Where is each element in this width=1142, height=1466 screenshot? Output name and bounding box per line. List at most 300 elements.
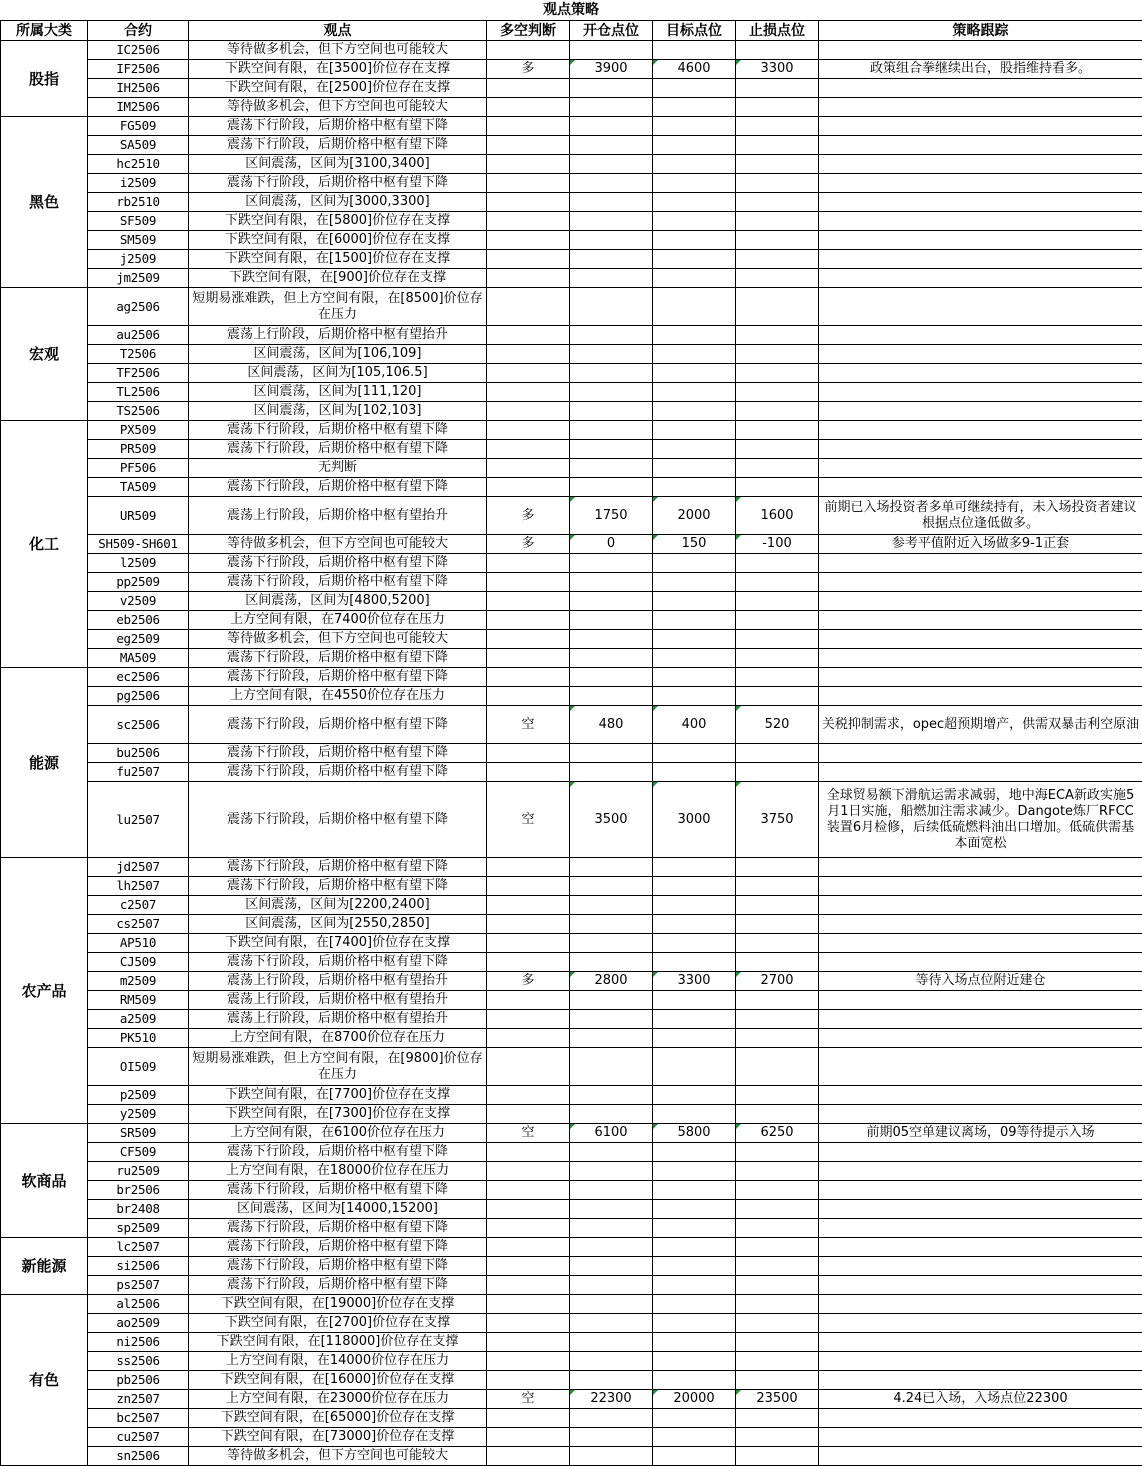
contract-cell[interactable]: eb2506 bbox=[88, 611, 189, 630]
tracking-cell[interactable] bbox=[819, 1352, 1142, 1371]
tracking-cell[interactable]: 前期05空单建议离场，09等待提示入场 bbox=[819, 1124, 1142, 1143]
open-price-cell[interactable] bbox=[570, 155, 653, 174]
tracking-cell[interactable] bbox=[819, 345, 1142, 364]
target-price-cell[interactable] bbox=[653, 212, 736, 231]
open-price-cell[interactable] bbox=[570, 402, 653, 421]
tracking-cell[interactable] bbox=[819, 744, 1142, 763]
tracking-cell[interactable] bbox=[819, 79, 1142, 98]
view-cell[interactable]: 震荡下行阶段，后期价格中枢有望下降 bbox=[189, 136, 487, 155]
view-cell[interactable]: 区间震荡，区间为[2550,2850] bbox=[189, 915, 487, 934]
view-cell[interactable]: 等待做多机会，但下方空间也可能较大 bbox=[189, 1447, 487, 1466]
tracking-cell[interactable] bbox=[819, 611, 1142, 630]
direction-cell[interactable] bbox=[487, 1371, 570, 1390]
stop-price-cell[interactable] bbox=[736, 1086, 819, 1105]
target-price-cell[interactable]: 2000 bbox=[653, 497, 736, 535]
stop-price-cell[interactable] bbox=[736, 345, 819, 364]
stop-price-cell[interactable] bbox=[736, 326, 819, 345]
contract-cell[interactable]: sc2506 bbox=[88, 706, 189, 744]
view-cell[interactable]: 下跌空间有限，在[65000]价位存在支撑 bbox=[189, 1409, 487, 1428]
category-cell[interactable]: 能源 bbox=[1, 668, 88, 858]
view-cell[interactable]: 上方空间有限，在23000价位存在压力 bbox=[189, 1390, 487, 1409]
stop-price-cell[interactable] bbox=[736, 573, 819, 592]
target-price-cell[interactable] bbox=[653, 934, 736, 953]
view-cell[interactable]: 下跌空间有限，在[19000]价位存在支撑 bbox=[189, 1295, 487, 1314]
contract-cell[interactable]: T2506 bbox=[88, 345, 189, 364]
direction-cell[interactable] bbox=[487, 269, 570, 288]
tracking-cell[interactable] bbox=[819, 1181, 1142, 1200]
direction-cell[interactable] bbox=[487, 155, 570, 174]
contract-cell[interactable]: ec2506 bbox=[88, 668, 189, 687]
view-cell[interactable]: 等待做多机会，但下方空间也可能较大 bbox=[189, 535, 487, 554]
stop-price-cell[interactable] bbox=[736, 288, 819, 326]
target-price-cell[interactable] bbox=[653, 877, 736, 896]
stop-price-cell[interactable] bbox=[736, 1409, 819, 1428]
view-cell[interactable]: 震荡下行阶段，后期价格中枢有望下降 bbox=[189, 1238, 487, 1257]
open-price-cell[interactable] bbox=[570, 744, 653, 763]
tracking-cell[interactable] bbox=[819, 1314, 1142, 1333]
direction-cell[interactable] bbox=[487, 1314, 570, 1333]
contract-cell[interactable]: CF509 bbox=[88, 1143, 189, 1162]
contract-cell[interactable]: bc2507 bbox=[88, 1409, 189, 1428]
stop-price-cell[interactable] bbox=[736, 611, 819, 630]
direction-cell[interactable] bbox=[487, 668, 570, 687]
stop-price-cell[interactable]: 2700 bbox=[736, 972, 819, 991]
contract-cell[interactable]: SA509 bbox=[88, 136, 189, 155]
open-price-cell[interactable] bbox=[570, 193, 653, 212]
target-price-cell[interactable] bbox=[653, 744, 736, 763]
direction-cell[interactable] bbox=[487, 630, 570, 649]
open-price-cell[interactable]: 2800 bbox=[570, 972, 653, 991]
stop-price-cell[interactable]: 3750 bbox=[736, 782, 819, 858]
contract-cell[interactable]: ss2506 bbox=[88, 1352, 189, 1371]
contract-cell[interactable]: pp2509 bbox=[88, 573, 189, 592]
tracking-cell[interactable] bbox=[819, 459, 1142, 478]
tracking-cell[interactable]: 4.24已入场，入场点位22300 bbox=[819, 1390, 1142, 1409]
direction-cell[interactable] bbox=[487, 383, 570, 402]
tracking-cell[interactable] bbox=[819, 858, 1142, 877]
tracking-cell[interactable] bbox=[819, 934, 1142, 953]
open-price-cell[interactable]: 480 bbox=[570, 706, 653, 744]
direction-cell[interactable] bbox=[487, 1086, 570, 1105]
target-price-cell[interactable] bbox=[653, 953, 736, 972]
target-price-cell[interactable] bbox=[653, 1428, 736, 1447]
open-price-cell[interactable] bbox=[570, 1314, 653, 1333]
view-cell[interactable]: 震荡下行阶段，后期价格中枢有望下降 bbox=[189, 174, 487, 193]
view-cell[interactable]: 震荡下行阶段，后期价格中枢有望下降 bbox=[189, 858, 487, 877]
category-cell[interactable]: 软商品 bbox=[1, 1124, 88, 1238]
tracking-cell[interactable] bbox=[819, 1029, 1142, 1048]
target-price-cell[interactable]: 4600 bbox=[653, 60, 736, 79]
target-price-cell[interactable] bbox=[653, 345, 736, 364]
tracking-cell[interactable] bbox=[819, 1447, 1142, 1466]
open-price-cell[interactable] bbox=[570, 1162, 653, 1181]
tracking-cell[interactable] bbox=[819, 668, 1142, 687]
view-cell[interactable]: 下跌空间有限，在[2700]价位存在支撑 bbox=[189, 1314, 487, 1333]
open-price-cell[interactable] bbox=[570, 611, 653, 630]
contract-cell[interactable]: ni2506 bbox=[88, 1333, 189, 1352]
target-price-cell[interactable] bbox=[653, 611, 736, 630]
view-cell[interactable]: 区间震荡，区间为[4800,5200] bbox=[189, 592, 487, 611]
direction-cell[interactable] bbox=[487, 858, 570, 877]
stop-price-cell[interactable] bbox=[736, 250, 819, 269]
contract-cell[interactable]: jd2507 bbox=[88, 858, 189, 877]
direction-cell[interactable] bbox=[487, 326, 570, 345]
tracking-cell[interactable] bbox=[819, 212, 1142, 231]
header-category[interactable]: 所属大类 bbox=[1, 21, 88, 41]
view-cell[interactable]: 震荡上行阶段，后期价格中枢有望抬升 bbox=[189, 1010, 487, 1029]
target-price-cell[interactable] bbox=[653, 98, 736, 117]
header-target[interactable]: 目标点位 bbox=[653, 21, 736, 41]
target-price-cell[interactable]: 150 bbox=[653, 535, 736, 554]
tracking-cell[interactable] bbox=[819, 269, 1142, 288]
stop-price-cell[interactable] bbox=[736, 1333, 819, 1352]
target-price-cell[interactable] bbox=[653, 1048, 736, 1086]
open-price-cell[interactable] bbox=[570, 1200, 653, 1219]
target-price-cell[interactable] bbox=[653, 1276, 736, 1295]
target-price-cell[interactable] bbox=[653, 1029, 736, 1048]
contract-cell[interactable]: sp2509 bbox=[88, 1219, 189, 1238]
target-price-cell[interactable] bbox=[653, 1295, 736, 1314]
tracking-cell[interactable] bbox=[819, 763, 1142, 782]
view-cell[interactable]: 震荡下行阶段，后期价格中枢有望下降 bbox=[189, 1143, 487, 1162]
stop-price-cell[interactable] bbox=[736, 440, 819, 459]
tracking-cell[interactable] bbox=[819, 1162, 1142, 1181]
open-price-cell[interactable] bbox=[570, 554, 653, 573]
direction-cell[interactable] bbox=[487, 1428, 570, 1447]
view-cell[interactable]: 上方空间有限，在6100价位存在压力 bbox=[189, 1124, 487, 1143]
direction-cell[interactable]: 空 bbox=[487, 1124, 570, 1143]
direction-cell[interactable] bbox=[487, 79, 570, 98]
open-price-cell[interactable] bbox=[570, 1409, 653, 1428]
category-cell[interactable]: 农产品 bbox=[1, 858, 88, 1124]
view-cell[interactable]: 区间震荡，区间为[111,120] bbox=[189, 383, 487, 402]
tracking-cell[interactable] bbox=[819, 877, 1142, 896]
stop-price-cell[interactable]: 3300 bbox=[736, 60, 819, 79]
open-price-cell[interactable] bbox=[570, 478, 653, 497]
target-price-cell[interactable] bbox=[653, 117, 736, 136]
direction-cell[interactable] bbox=[487, 345, 570, 364]
stop-price-cell[interactable] bbox=[736, 858, 819, 877]
stop-price-cell[interactable] bbox=[736, 915, 819, 934]
stop-price-cell[interactable] bbox=[736, 212, 819, 231]
view-cell[interactable]: 区间震荡，区间为[14000,15200] bbox=[189, 1200, 487, 1219]
contract-cell[interactable]: PR509 bbox=[88, 440, 189, 459]
view-cell[interactable]: 下跌空间有限，在[900]价位存在支撑 bbox=[189, 269, 487, 288]
open-price-cell[interactable] bbox=[570, 915, 653, 934]
open-price-cell[interactable] bbox=[570, 1086, 653, 1105]
open-price-cell[interactable] bbox=[570, 953, 653, 972]
stop-price-cell[interactable]: 520 bbox=[736, 706, 819, 744]
direction-cell[interactable]: 多 bbox=[487, 972, 570, 991]
category-cell[interactable]: 黑色 bbox=[1, 117, 88, 288]
contract-cell[interactable]: jm2509 bbox=[88, 269, 189, 288]
direction-cell[interactable] bbox=[487, 1029, 570, 1048]
target-price-cell[interactable] bbox=[653, 915, 736, 934]
contract-cell[interactable]: br2408 bbox=[88, 1200, 189, 1219]
target-price-cell[interactable] bbox=[653, 402, 736, 421]
contract-cell[interactable]: fu2507 bbox=[88, 763, 189, 782]
tracking-cell[interactable] bbox=[819, 573, 1142, 592]
stop-price-cell[interactable]: 1600 bbox=[736, 497, 819, 535]
target-price-cell[interactable] bbox=[653, 136, 736, 155]
tracking-cell[interactable] bbox=[819, 1238, 1142, 1257]
direction-cell[interactable] bbox=[487, 193, 570, 212]
tracking-cell[interactable] bbox=[819, 1276, 1142, 1295]
tracking-cell[interactable] bbox=[819, 155, 1142, 174]
open-price-cell[interactable] bbox=[570, 1105, 653, 1124]
stop-price-cell[interactable] bbox=[736, 1181, 819, 1200]
stop-price-cell[interactable]: -100 bbox=[736, 535, 819, 554]
open-price-cell[interactable] bbox=[570, 1295, 653, 1314]
target-price-cell[interactable] bbox=[653, 440, 736, 459]
open-price-cell[interactable] bbox=[570, 1257, 653, 1276]
stop-price-cell[interactable] bbox=[736, 1105, 819, 1124]
target-price-cell[interactable] bbox=[653, 554, 736, 573]
open-price-cell[interactable] bbox=[570, 364, 653, 383]
open-price-cell[interactable] bbox=[570, 117, 653, 136]
target-price-cell[interactable] bbox=[653, 1181, 736, 1200]
stop-price-cell[interactable] bbox=[736, 649, 819, 668]
view-cell[interactable]: 震荡下行阶段，后期价格中枢有望下降 bbox=[189, 554, 487, 573]
open-price-cell[interactable]: 0 bbox=[570, 535, 653, 554]
tracking-cell[interactable] bbox=[819, 1428, 1142, 1447]
contract-cell[interactable]: zn2507 bbox=[88, 1390, 189, 1409]
stop-price-cell[interactable] bbox=[736, 1295, 819, 1314]
view-cell[interactable]: 下跌空间有限，在[118000]价位存在支撑 bbox=[189, 1333, 487, 1352]
direction-cell[interactable] bbox=[487, 1409, 570, 1428]
view-cell[interactable]: 震荡下行阶段，后期价格中枢有望下降 bbox=[189, 763, 487, 782]
direction-cell[interactable] bbox=[487, 1105, 570, 1124]
target-price-cell[interactable] bbox=[653, 668, 736, 687]
tracking-cell[interactable] bbox=[819, 953, 1142, 972]
direction-cell[interactable] bbox=[487, 592, 570, 611]
target-price-cell[interactable] bbox=[653, 1314, 736, 1333]
tracking-cell[interactable] bbox=[819, 915, 1142, 934]
tracking-cell[interactable] bbox=[819, 1086, 1142, 1105]
target-price-cell[interactable] bbox=[653, 1086, 736, 1105]
open-price-cell[interactable] bbox=[570, 459, 653, 478]
open-price-cell[interactable] bbox=[570, 288, 653, 326]
open-price-cell[interactable] bbox=[570, 1238, 653, 1257]
direction-cell[interactable] bbox=[487, 934, 570, 953]
direction-cell[interactable] bbox=[487, 136, 570, 155]
direction-cell[interactable] bbox=[487, 1257, 570, 1276]
stop-price-cell[interactable] bbox=[736, 896, 819, 915]
direction-cell[interactable] bbox=[487, 117, 570, 136]
contract-cell[interactable]: OI509 bbox=[88, 1048, 189, 1086]
stop-price-cell[interactable] bbox=[736, 1276, 819, 1295]
contract-cell[interactable]: MA509 bbox=[88, 649, 189, 668]
contract-cell[interactable]: IH2506 bbox=[88, 79, 189, 98]
stop-price-cell[interactable] bbox=[736, 1238, 819, 1257]
direction-cell[interactable]: 多 bbox=[487, 535, 570, 554]
view-cell[interactable]: 震荡下行阶段，后期价格中枢有望下降 bbox=[189, 782, 487, 858]
open-price-cell[interactable] bbox=[570, 858, 653, 877]
view-cell[interactable]: 震荡下行阶段，后期价格中枢有望下降 bbox=[189, 706, 487, 744]
stop-price-cell[interactable] bbox=[736, 668, 819, 687]
target-price-cell[interactable] bbox=[653, 193, 736, 212]
contract-cell[interactable]: j2509 bbox=[88, 250, 189, 269]
stop-price-cell[interactable] bbox=[736, 1257, 819, 1276]
open-price-cell[interactable] bbox=[570, 1276, 653, 1295]
contract-cell[interactable]: pg2506 bbox=[88, 687, 189, 706]
view-cell[interactable]: 震荡下行阶段，后期价格中枢有望下降 bbox=[189, 668, 487, 687]
target-price-cell[interactable]: 5800 bbox=[653, 1124, 736, 1143]
view-cell[interactable]: 短期易涨难跌，但上方空间有限，在[8500]价位存在压力 bbox=[189, 288, 487, 326]
stop-price-cell[interactable] bbox=[736, 1143, 819, 1162]
tracking-cell[interactable] bbox=[819, 98, 1142, 117]
open-price-cell[interactable] bbox=[570, 421, 653, 440]
target-price-cell[interactable]: 400 bbox=[653, 706, 736, 744]
contract-cell[interactable]: IM2506 bbox=[88, 98, 189, 117]
open-price-cell[interactable] bbox=[570, 136, 653, 155]
target-price-cell[interactable] bbox=[653, 1010, 736, 1029]
target-price-cell[interactable] bbox=[653, 326, 736, 345]
header-direction[interactable]: 多空判断 bbox=[487, 21, 570, 41]
open-price-cell[interactable] bbox=[570, 1143, 653, 1162]
target-price-cell[interactable] bbox=[653, 573, 736, 592]
contract-cell[interactable]: lh2507 bbox=[88, 877, 189, 896]
contract-cell[interactable]: br2506 bbox=[88, 1181, 189, 1200]
view-cell[interactable]: 震荡下行阶段，后期价格中枢有望下降 bbox=[189, 953, 487, 972]
direction-cell[interactable] bbox=[487, 288, 570, 326]
stop-price-cell[interactable]: 23500 bbox=[736, 1390, 819, 1409]
tracking-cell[interactable] bbox=[819, 364, 1142, 383]
open-price-cell[interactable] bbox=[570, 877, 653, 896]
view-cell[interactable]: 上方空间有限，在18000价位存在压力 bbox=[189, 1162, 487, 1181]
open-price-cell[interactable]: 1750 bbox=[570, 497, 653, 535]
target-price-cell[interactable] bbox=[653, 991, 736, 1010]
tracking-cell[interactable] bbox=[819, 896, 1142, 915]
view-cell[interactable]: 下跌空间有限，在[5800]价位存在支撑 bbox=[189, 212, 487, 231]
target-price-cell[interactable]: 3300 bbox=[653, 972, 736, 991]
view-cell[interactable]: 短期易涨难跌，但上方空间有限，在[9800]价位存在压力 bbox=[189, 1048, 487, 1086]
view-cell[interactable]: 上方空间有限，在14000价位存在压力 bbox=[189, 1352, 487, 1371]
view-cell[interactable]: 下跌空间有限，在[3500]价位存在支撑 bbox=[189, 60, 487, 79]
tracking-cell[interactable] bbox=[819, 421, 1142, 440]
contract-cell[interactable]: PF506 bbox=[88, 459, 189, 478]
contract-cell[interactable]: IF2506 bbox=[88, 60, 189, 79]
stop-price-cell[interactable] bbox=[736, 1371, 819, 1390]
tracking-cell[interactable] bbox=[819, 136, 1142, 155]
open-price-cell[interactable] bbox=[570, 1333, 653, 1352]
header-stop[interactable]: 止损点位 bbox=[736, 21, 819, 41]
tracking-cell[interactable] bbox=[819, 478, 1142, 497]
target-price-cell[interactable] bbox=[653, 1219, 736, 1238]
contract-cell[interactable]: IC2506 bbox=[88, 41, 189, 60]
direction-cell[interactable] bbox=[487, 1238, 570, 1257]
open-price-cell[interactable] bbox=[570, 1181, 653, 1200]
target-price-cell[interactable] bbox=[653, 383, 736, 402]
target-price-cell[interactable] bbox=[653, 174, 736, 193]
contract-cell[interactable]: TA509 bbox=[88, 478, 189, 497]
contract-cell[interactable]: cu2507 bbox=[88, 1428, 189, 1447]
stop-price-cell[interactable] bbox=[736, 1162, 819, 1181]
target-price-cell[interactable] bbox=[653, 1371, 736, 1390]
stop-price-cell[interactable] bbox=[736, 459, 819, 478]
open-price-cell[interactable] bbox=[570, 687, 653, 706]
open-price-cell[interactable] bbox=[570, 1010, 653, 1029]
stop-price-cell[interactable] bbox=[736, 193, 819, 212]
view-cell[interactable]: 震荡上行阶段，后期价格中枢有望抬升 bbox=[189, 497, 487, 535]
target-price-cell[interactable] bbox=[653, 231, 736, 250]
direction-cell[interactable] bbox=[487, 1181, 570, 1200]
view-cell[interactable]: 震荡上行阶段，后期价格中枢有望抬升 bbox=[189, 991, 487, 1010]
direction-cell[interactable]: 多 bbox=[487, 497, 570, 535]
direction-cell[interactable] bbox=[487, 763, 570, 782]
tracking-cell[interactable]: 前期已入场投资者多单可继续持有，未入场投资者建议根据点位逢低做多。 bbox=[819, 497, 1142, 535]
tracking-cell[interactable] bbox=[819, 649, 1142, 668]
stop-price-cell[interactable] bbox=[736, 364, 819, 383]
contract-cell[interactable]: c2507 bbox=[88, 896, 189, 915]
direction-cell[interactable] bbox=[487, 1447, 570, 1466]
stop-price-cell[interactable] bbox=[736, 41, 819, 60]
tracking-cell[interactable] bbox=[819, 288, 1142, 326]
direction-cell[interactable] bbox=[487, 364, 570, 383]
stop-price-cell[interactable] bbox=[736, 1010, 819, 1029]
view-cell[interactable]: 下跌空间有限，在[7700]价位存在支撑 bbox=[189, 1086, 487, 1105]
direction-cell[interactable]: 空 bbox=[487, 782, 570, 858]
view-cell[interactable]: 震荡下行阶段，后期价格中枢有望下降 bbox=[189, 744, 487, 763]
tracking-cell[interactable] bbox=[819, 383, 1142, 402]
direction-cell[interactable] bbox=[487, 478, 570, 497]
target-price-cell[interactable] bbox=[653, 1143, 736, 1162]
direction-cell[interactable] bbox=[487, 440, 570, 459]
open-price-cell[interactable] bbox=[570, 98, 653, 117]
open-price-cell[interactable] bbox=[570, 763, 653, 782]
tracking-cell[interactable] bbox=[819, 1409, 1142, 1428]
stop-price-cell[interactable] bbox=[736, 136, 819, 155]
header-tracking[interactable]: 策略跟踪 bbox=[819, 21, 1142, 41]
contract-cell[interactable]: TF2506 bbox=[88, 364, 189, 383]
stop-price-cell[interactable] bbox=[736, 1447, 819, 1466]
view-cell[interactable]: 震荡下行阶段，后期价格中枢有望下降 bbox=[189, 440, 487, 459]
target-price-cell[interactable] bbox=[653, 687, 736, 706]
stop-price-cell[interactable] bbox=[736, 117, 819, 136]
target-price-cell[interactable] bbox=[653, 896, 736, 915]
view-cell[interactable]: 震荡下行阶段，后期价格中枢有望下降 bbox=[189, 117, 487, 136]
target-price-cell[interactable] bbox=[653, 1333, 736, 1352]
stop-price-cell[interactable] bbox=[736, 687, 819, 706]
target-price-cell[interactable] bbox=[653, 478, 736, 497]
target-price-cell[interactable] bbox=[653, 250, 736, 269]
view-cell[interactable]: 区间震荡，区间为[102,103] bbox=[189, 402, 487, 421]
target-price-cell[interactable] bbox=[653, 763, 736, 782]
tracking-cell[interactable] bbox=[819, 1105, 1142, 1124]
direction-cell[interactable] bbox=[487, 1048, 570, 1086]
stop-price-cell[interactable] bbox=[736, 934, 819, 953]
contract-cell[interactable]: ag2506 bbox=[88, 288, 189, 326]
view-cell[interactable]: 震荡上行阶段，后期价格中枢有望抬升 bbox=[189, 326, 487, 345]
direction-cell[interactable] bbox=[487, 554, 570, 573]
tracking-cell[interactable]: 全球贸易额下滑航运需求减弱，地中海ECA新政实施5月1日实施，船燃加注需求减少。Dangote炼厂RFCC装置6月检修，后续低硫燃料油出口增加。低硫供需基本面宽松 bbox=[819, 782, 1142, 858]
view-cell[interactable]: 震荡下行阶段，后期价格中枢有望下降 bbox=[189, 1257, 487, 1276]
stop-price-cell[interactable] bbox=[736, 402, 819, 421]
direction-cell[interactable] bbox=[487, 98, 570, 117]
direction-cell[interactable] bbox=[487, 41, 570, 60]
tracking-cell[interactable] bbox=[819, 1048, 1142, 1086]
view-cell[interactable]: 震荡下行阶段，后期价格中枢有望下降 bbox=[189, 478, 487, 497]
contract-cell[interactable]: AP510 bbox=[88, 934, 189, 953]
target-price-cell[interactable] bbox=[653, 1162, 736, 1181]
target-price-cell[interactable] bbox=[653, 630, 736, 649]
open-price-cell[interactable] bbox=[570, 934, 653, 953]
tracking-cell[interactable] bbox=[819, 1219, 1142, 1238]
direction-cell[interactable] bbox=[487, 896, 570, 915]
contract-cell[interactable]: au2506 bbox=[88, 326, 189, 345]
tracking-cell[interactable] bbox=[819, 1371, 1142, 1390]
view-cell[interactable]: 下跌空间有限，在[7300]价位存在支撑 bbox=[189, 1105, 487, 1124]
